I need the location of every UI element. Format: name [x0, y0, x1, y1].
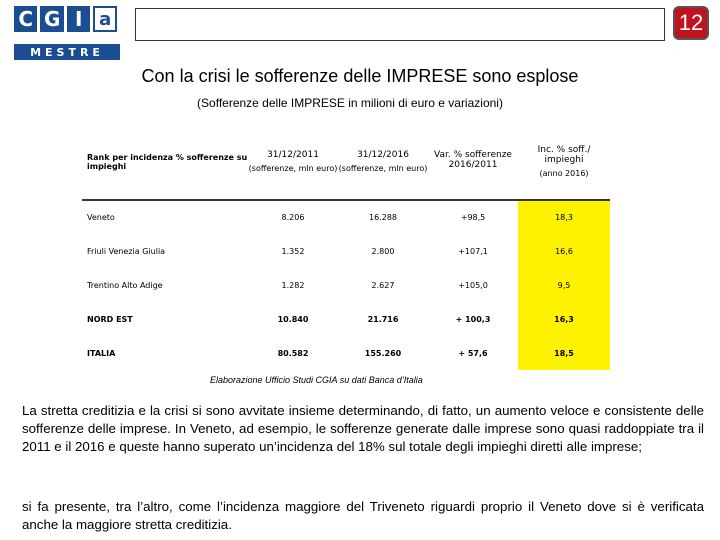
table-row-total [82, 302, 610, 336]
row-region: Trentino Alto Adige [87, 280, 163, 290]
title-part-1: Con la crisi [141, 66, 236, 86]
page-title [0, 66, 720, 87]
table-row [82, 234, 610, 268]
row-region: Friuli Venezia Giulia [87, 246, 166, 256]
row-inc: 16,3 [518, 302, 610, 336]
row-var: +107,1 [458, 246, 488, 256]
row-s2011: 10.840 [277, 314, 309, 324]
row-region: Veneto [87, 213, 115, 222]
row-inc: 9,5 [518, 268, 610, 302]
page-subtitle: (Sofferenze delle IMPRESE in milioni di euro e variazioni) [197, 96, 503, 110]
row-var: + 57,6 [458, 348, 488, 358]
header-box [135, 8, 665, 41]
row-var: +105,0 [458, 280, 488, 290]
cgia-logo [14, 6, 120, 59]
row-region: ITALIA [87, 348, 116, 358]
header-col-var [428, 124, 518, 200]
row-s2011: 1.282 [281, 280, 305, 290]
page-number-badge: 12 [673, 6, 709, 40]
header-col-2011-main: 31/12/2011 [267, 150, 319, 160]
header-col-2016 [338, 124, 428, 200]
header-col-var-main: Var. % sofferenze 2016/2011 [434, 149, 512, 170]
row-s2011: 1.352 [281, 246, 305, 256]
row-s2016: 2.627 [371, 280, 395, 290]
data-table-wrapper [82, 124, 610, 358]
row-var: +98,5 [460, 213, 486, 222]
row-inc: 18,3 [518, 200, 610, 234]
row-s2016: 16.288 [369, 213, 397, 222]
header-col-inc-sub: (anno 2016) [539, 169, 589, 178]
logo-letters [14, 6, 120, 36]
sofferenze-table [82, 124, 610, 370]
table-row-total [82, 336, 610, 370]
logo-letter-i: I [67, 6, 90, 32]
source-note: Elaborazione Ufficio Studi CGIA su dati Banca d’Italia [210, 375, 423, 385]
logo-city: MESTRE [14, 44, 120, 60]
row-s2016: 21.716 [367, 314, 399, 324]
logo-letter-a: a [93, 6, 117, 32]
header-label: Rank per incidenza % sofferenze su impieghi [82, 124, 248, 200]
row-inc: 16,6 [518, 234, 610, 268]
row-region: NORD EST [87, 314, 133, 324]
row-s2011: 80.582 [277, 348, 309, 358]
header-col-2011-sub: (sofferenze, mln euro) [248, 164, 338, 173]
row-inc: 18,5 [518, 336, 610, 370]
header-col-2016-sub: (sofferenze, mln euro) [338, 164, 428, 173]
header-col-inc [518, 124, 610, 200]
paragraph-2: si fa presente, tra l’altro, come l’incidenza maggiore del Triveneto riguardi proprio il Veneto dove si è verificata anche la maggiore stretta creditizia. [22, 499, 704, 532]
row-s2011: 8.206 [281, 213, 305, 222]
title-part-2: le sofferenze delle IMPRESE sono esplose [235, 66, 579, 86]
table-row [82, 200, 610, 234]
logo-letter-c: C [14, 6, 37, 32]
row-s2016: 2.800 [371, 246, 395, 256]
row-s2016: 155.260 [364, 348, 402, 358]
header-col-inc-main: Inc. % soff./ impieghi [537, 145, 591, 165]
header-col-2016-main: 31/12/2016 [357, 150, 409, 160]
table-row [82, 268, 610, 302]
logo-letter-g: G [40, 6, 63, 32]
paragraph-1: La stretta creditizia e la crisi si sono avvitate insieme determinando, di fatto, un aumento veloce e consistente delle sofferenze delle imprese. In Veneto, ad esempio, le sofferenze generate dalle imprese sono quasi raddoppiate tra il 2011 e il 2016 e queste hanno superato un’incidenza del 18% sul totale degli impieghi diretti alle imprese; [22, 403, 704, 454]
row-var: + 100,3 [455, 314, 491, 324]
table-header-row [82, 124, 610, 200]
header-col-2011 [248, 124, 338, 200]
